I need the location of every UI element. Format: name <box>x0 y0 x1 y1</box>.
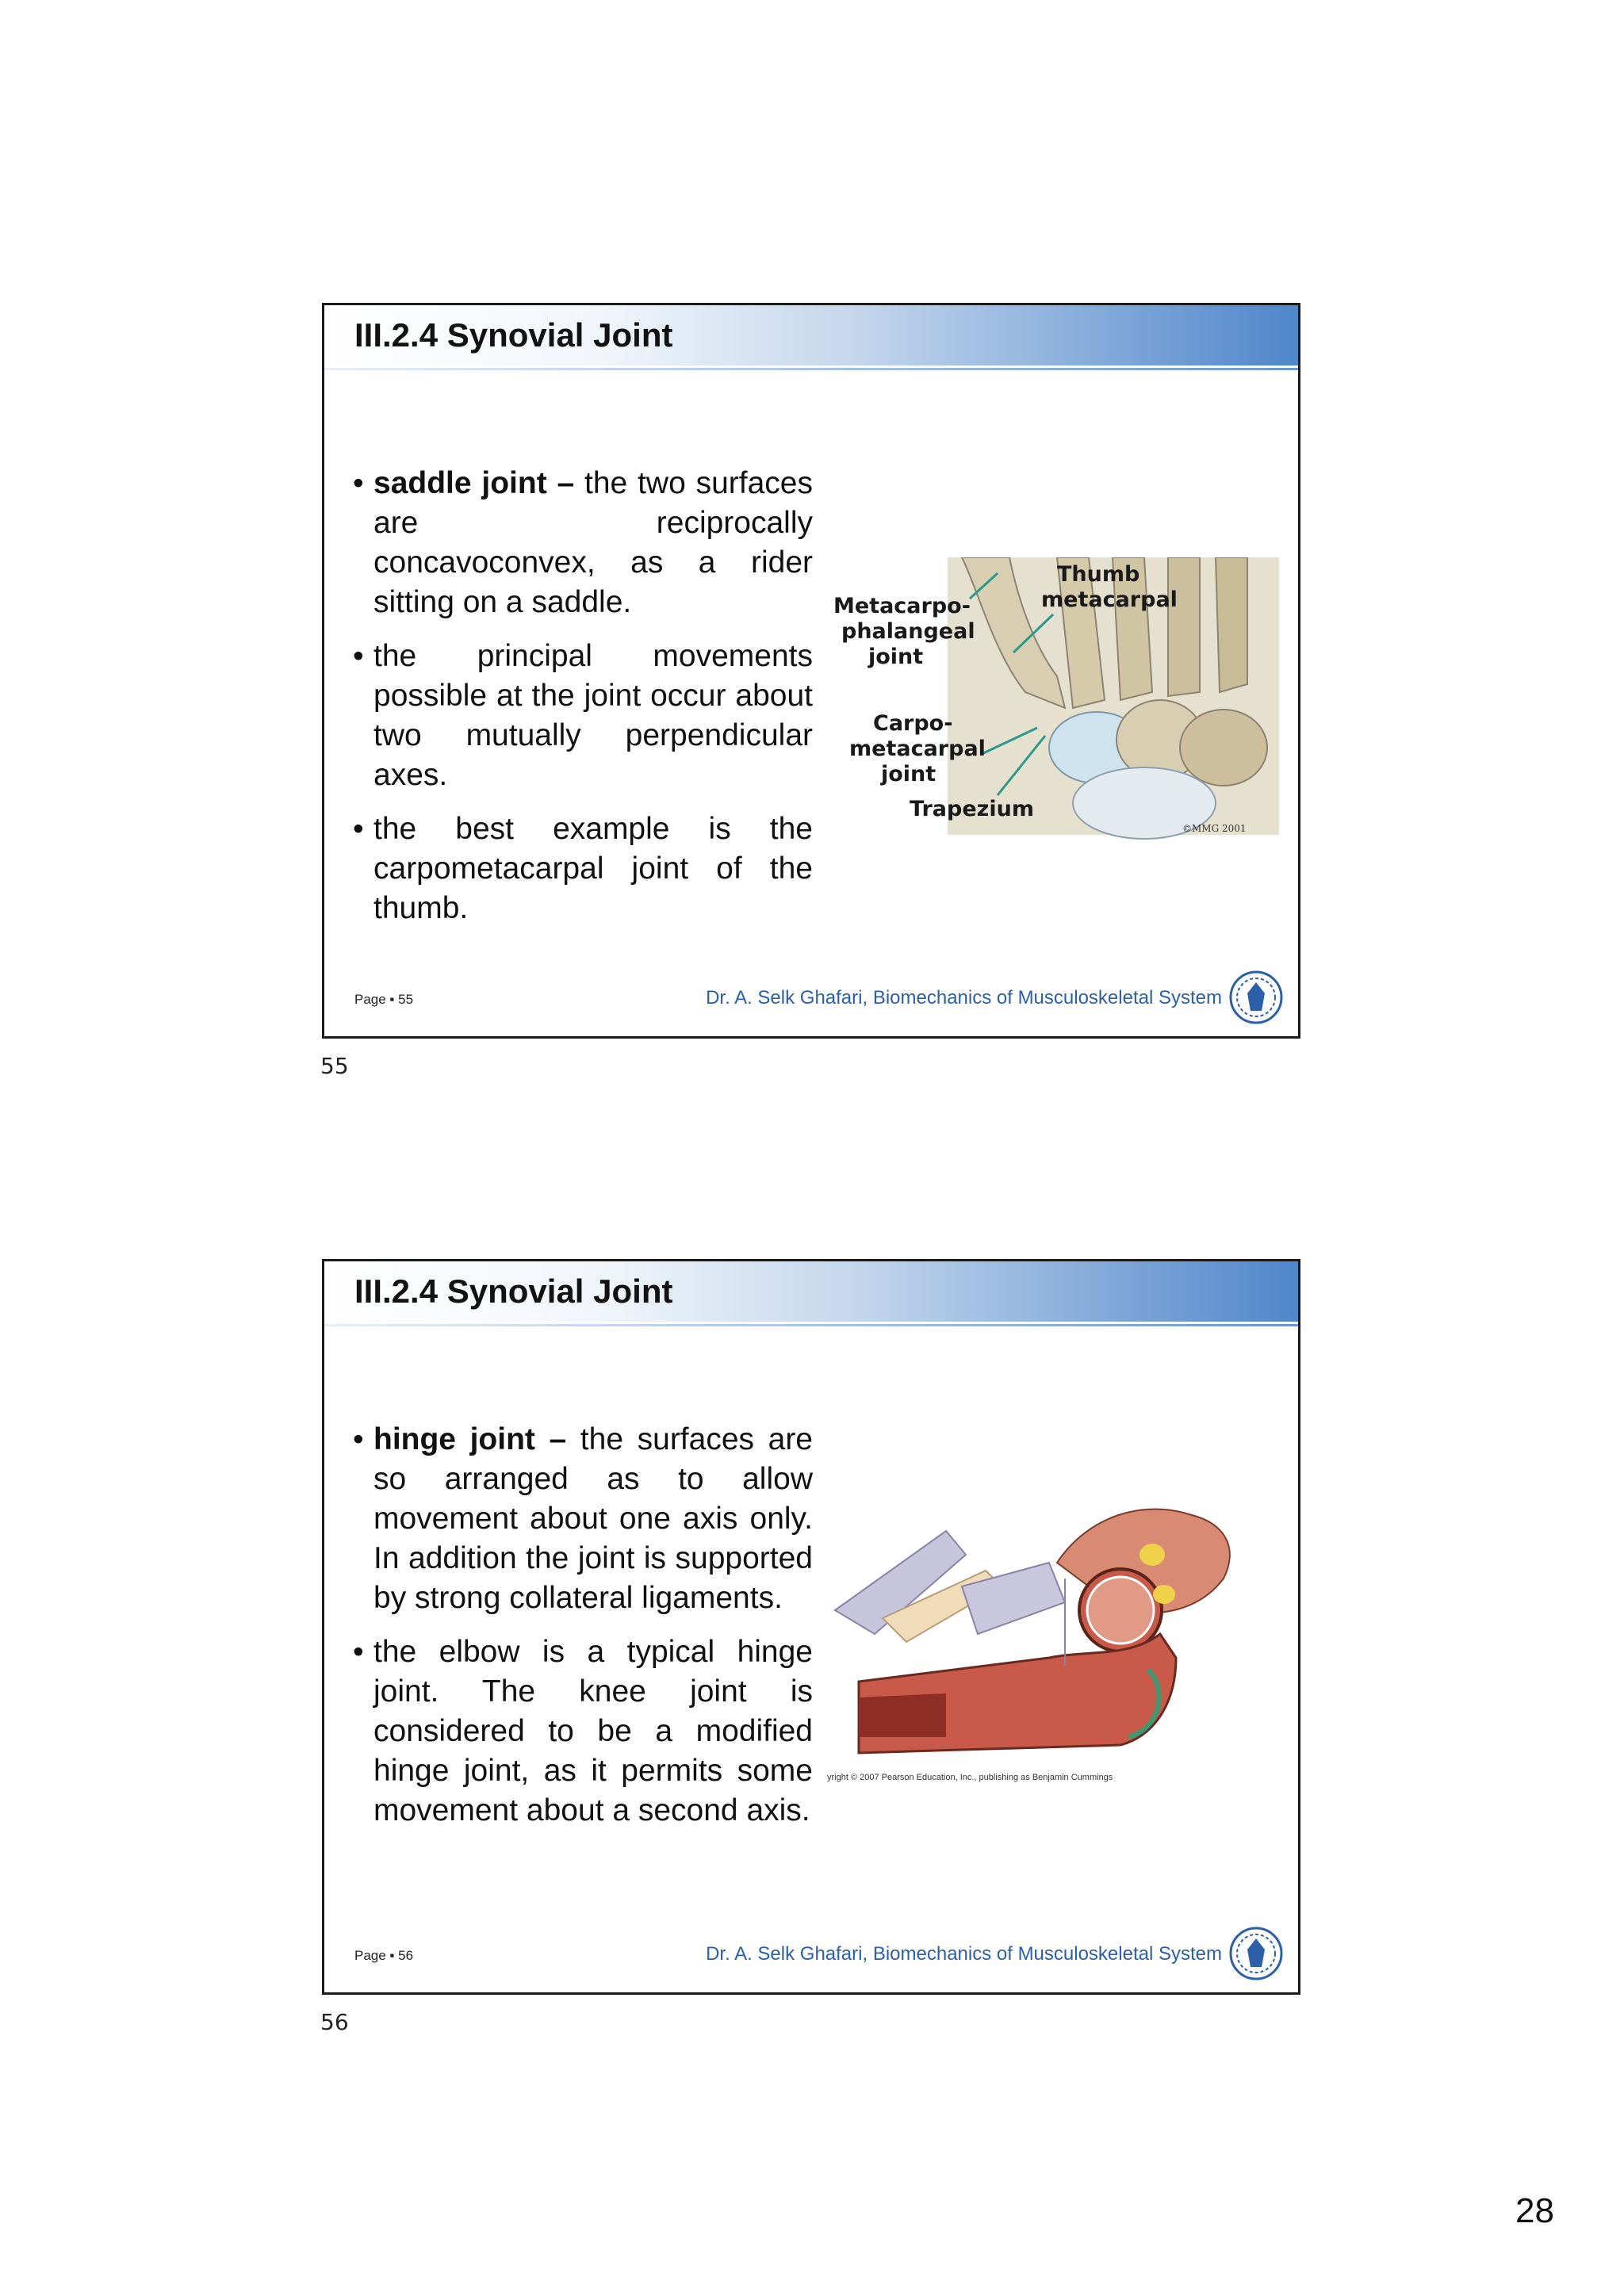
slide-title-bar <box>324 305 1298 365</box>
slide-number: 55 <box>320 1053 349 1079</box>
ligament <box>962 1563 1065 1634</box>
elbow-hinge-illustration <box>827 1499 1279 1785</box>
slide-55 <box>322 303 1300 1039</box>
slide-title: III.2.4 Synovial Joint <box>354 1272 673 1310</box>
label-thumb: Thumb <box>1057 562 1140 587</box>
fat-pad <box>1139 1544 1165 1566</box>
bullet-text: the best example is the carpometacarpal joint of the thumb. <box>373 812 813 925</box>
bullet-term: saddle joint – <box>373 466 575 500</box>
label-metacarpal-2: metacarpal <box>849 737 986 761</box>
university-seal-icon <box>1228 1926 1284 1981</box>
bullet-item <box>353 637 813 795</box>
figure-copyright: yright © 2007 Pearson Education, Inc., publishing as Benjamin Cummings <box>827 1773 1113 1782</box>
bullet-list <box>353 1420 813 1845</box>
label-metacarpo: Metacarpo- <box>833 594 971 618</box>
thumb-joint-illustration <box>827 557 1279 843</box>
university-seal-icon <box>1228 970 1284 1025</box>
carpal-bone <box>1180 710 1267 786</box>
ring-metacarpal-bone <box>1168 557 1200 696</box>
bullet-dot: • <box>353 466 364 500</box>
slide-title-bar <box>324 1261 1298 1322</box>
fat-pad <box>1153 1585 1175 1604</box>
slide-title: III.2.4 Synovial Joint <box>354 316 673 354</box>
page-number: 28 <box>1515 2191 1554 2230</box>
bullet-list <box>353 464 813 943</box>
bullet-text: the elbow is a typical hinge joint. The knee joint is considered to be a modified hinge joint, as it permits some movement about a second axis. <box>373 1635 813 1827</box>
bullet-item <box>353 1420 813 1618</box>
label-trapezium: Trapezium <box>910 797 1034 821</box>
bullet-text: the surfaces are so arranged as to allow movement about one axis only. In addition the joint is supported by strong collateral ligaments. <box>373 1422 813 1615</box>
footer-credit: Dr. A. Selk Ghafari, Biomechanics of Musculoskeletal System <box>706 1943 1222 1965</box>
bullet-dot: • <box>353 639 364 673</box>
label-metacarpal: metacarpal <box>1041 587 1178 612</box>
label-joint: joint <box>868 645 924 669</box>
little-metacarpal-bone <box>1216 557 1247 692</box>
bullet-term: hinge joint – <box>373 1422 567 1456</box>
bullet-item <box>353 464 813 622</box>
figure-copyright: ©MMG 2001 <box>1182 823 1247 834</box>
bullet-text: the principal movements possible at the joint occur about two mutually perpendicular axes. <box>373 639 813 792</box>
label-carpo: Carpo- <box>873 711 953 736</box>
footer-credit: Dr. A. Selk Ghafari, Biomechanics of Musculoskeletal System <box>706 987 1222 1008</box>
slide-56 <box>322 1259 1300 1995</box>
bullet-text: the two surfaces are reciprocally concavoconvex, as a rider sitting on a saddle. <box>373 466 813 619</box>
label-phalangeal: phalangeal <box>841 619 975 644</box>
label-joint-2: joint <box>881 762 936 786</box>
footer-page-label: Page ▪ 55 <box>354 992 414 1007</box>
marrow-cavity <box>859 1693 946 1737</box>
bullet-dot: • <box>353 1422 364 1456</box>
bullet-item <box>353 1632 813 1831</box>
slide-number: 56 <box>320 2009 349 2035</box>
cartilage <box>1087 1577 1154 1644</box>
bullet-dot: • <box>353 812 364 846</box>
bullet-dot: • <box>353 1635 364 1669</box>
bullet-item <box>353 809 813 928</box>
footer-page-label: Page ▪ 56 <box>354 1948 414 1963</box>
